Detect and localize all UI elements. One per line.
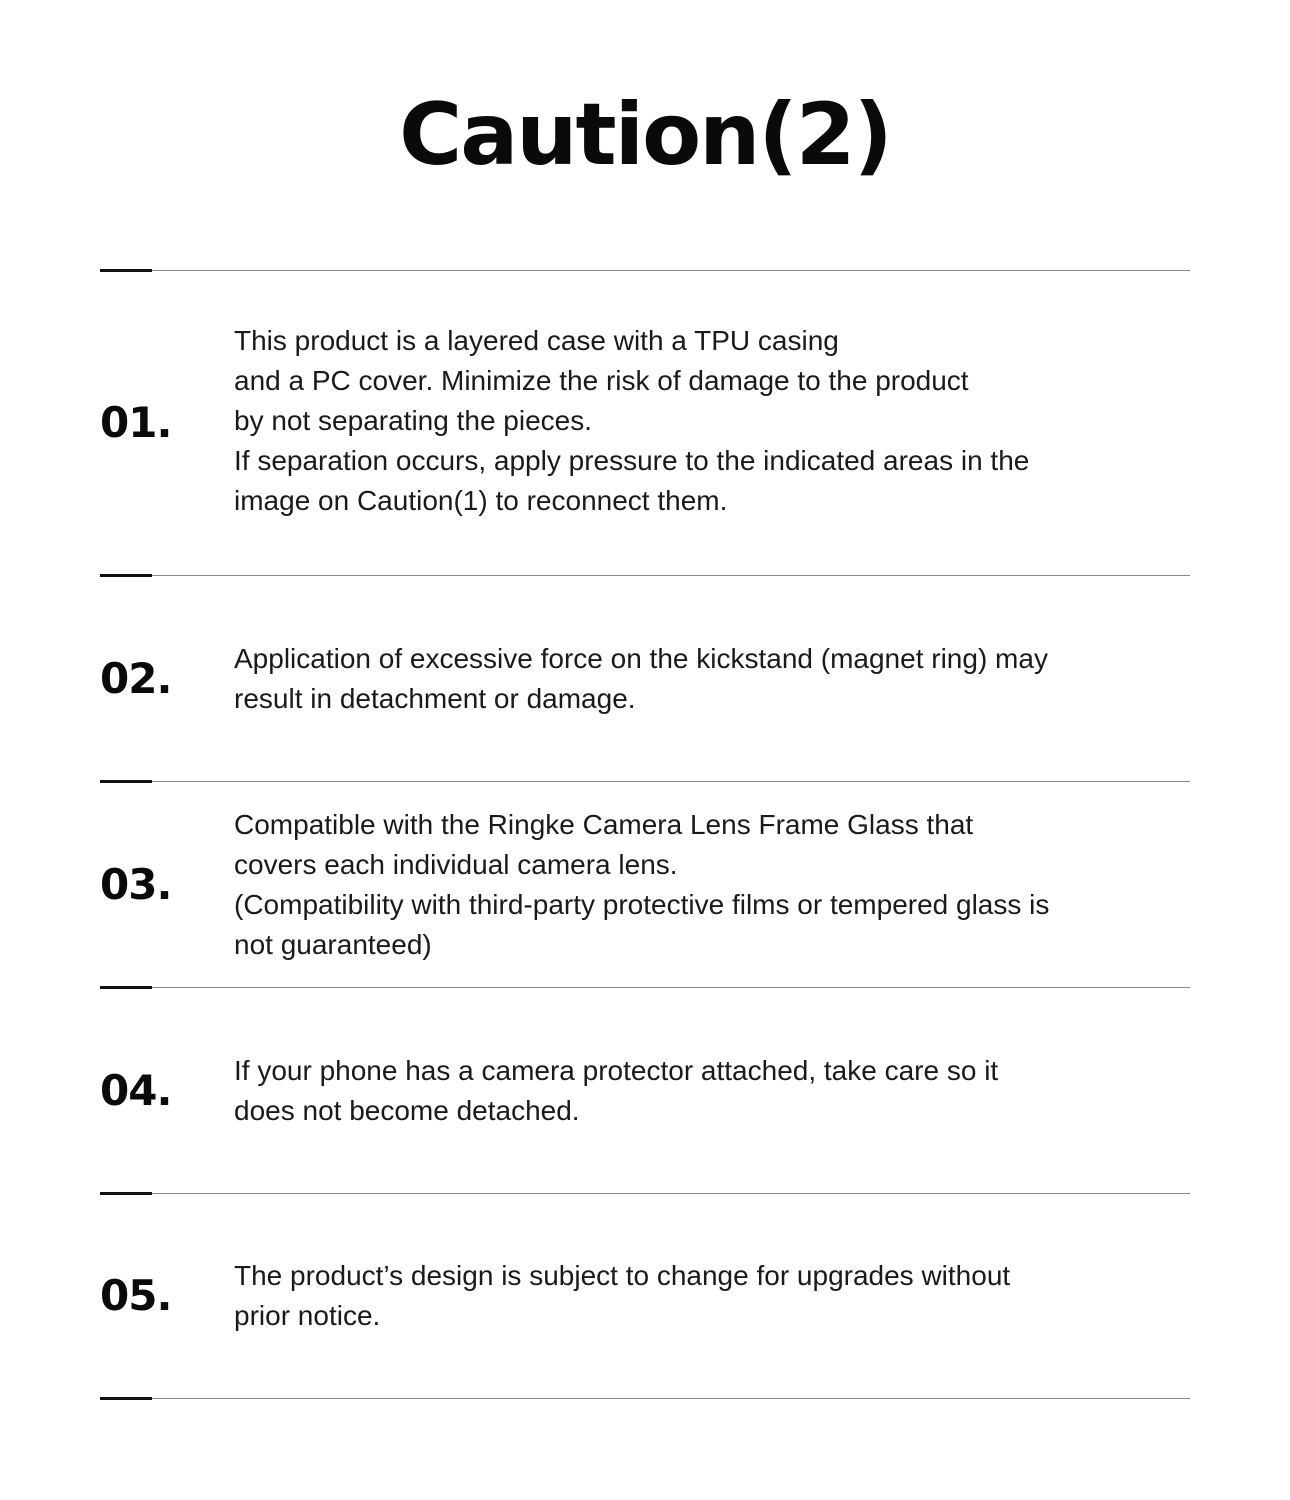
item-text-line: not guaranteed) <box>234 928 432 960</box>
item-text-line: result in detachment or damage. <box>234 682 636 714</box>
item-text <box>234 321 1184 521</box>
item-text-line: If your phone has a camera protector attached, take care so it <box>234 1054 999 1086</box>
item-number: 01. <box>100 398 172 447</box>
item-text-line: Compatible with the Ringke Camera Lens Frame Glass that <box>234 808 974 840</box>
item-text <box>234 805 1184 965</box>
item-text-line: covers each individual camera lens. <box>234 848 678 880</box>
item-number: 05. <box>100 1271 172 1320</box>
item-text-line: (Compatibility with third-party protective films or tempered glass is <box>234 888 1050 920</box>
item-text-line: Application of excessive force on the kickstand (magnet ring) may <box>234 642 1048 674</box>
item-text-line: prior notice. <box>234 1300 381 1331</box>
caution-item-02 <box>100 576 1190 781</box>
item-text <box>234 1256 1184 1336</box>
item-number: 03. <box>100 859 172 909</box>
caution-item-05 <box>100 1194 1190 1398</box>
caution-item-03 <box>100 782 1190 987</box>
item-text-line: and a PC cover. Minimize the risk of damage to the product <box>234 365 969 396</box>
item-number: 04. <box>100 1065 172 1115</box>
item-text-line: image on Caution(1) to reconnect them. <box>234 485 728 516</box>
caution-item-04 <box>100 988 1190 1193</box>
caution-item-01 <box>100 271 1190 575</box>
divider <box>100 1398 1190 1399</box>
page-title: Caution(2) <box>399 85 891 185</box>
item-text <box>234 639 1184 719</box>
item-text <box>234 1051 1184 1131</box>
item-text-line: If separation occurs, apply pressure to the indicated areas in the <box>234 445 1030 476</box>
item-text-line: does not become detached. <box>234 1094 580 1126</box>
item-text-line: The product’s design is subject to change for upgrades without <box>234 1260 1011 1291</box>
item-number: 02. <box>100 653 172 703</box>
item-text-line: This product is a layered case with a TPU casing <box>234 325 839 356</box>
item-text-line: by not separating the pieces. <box>234 405 593 436</box>
